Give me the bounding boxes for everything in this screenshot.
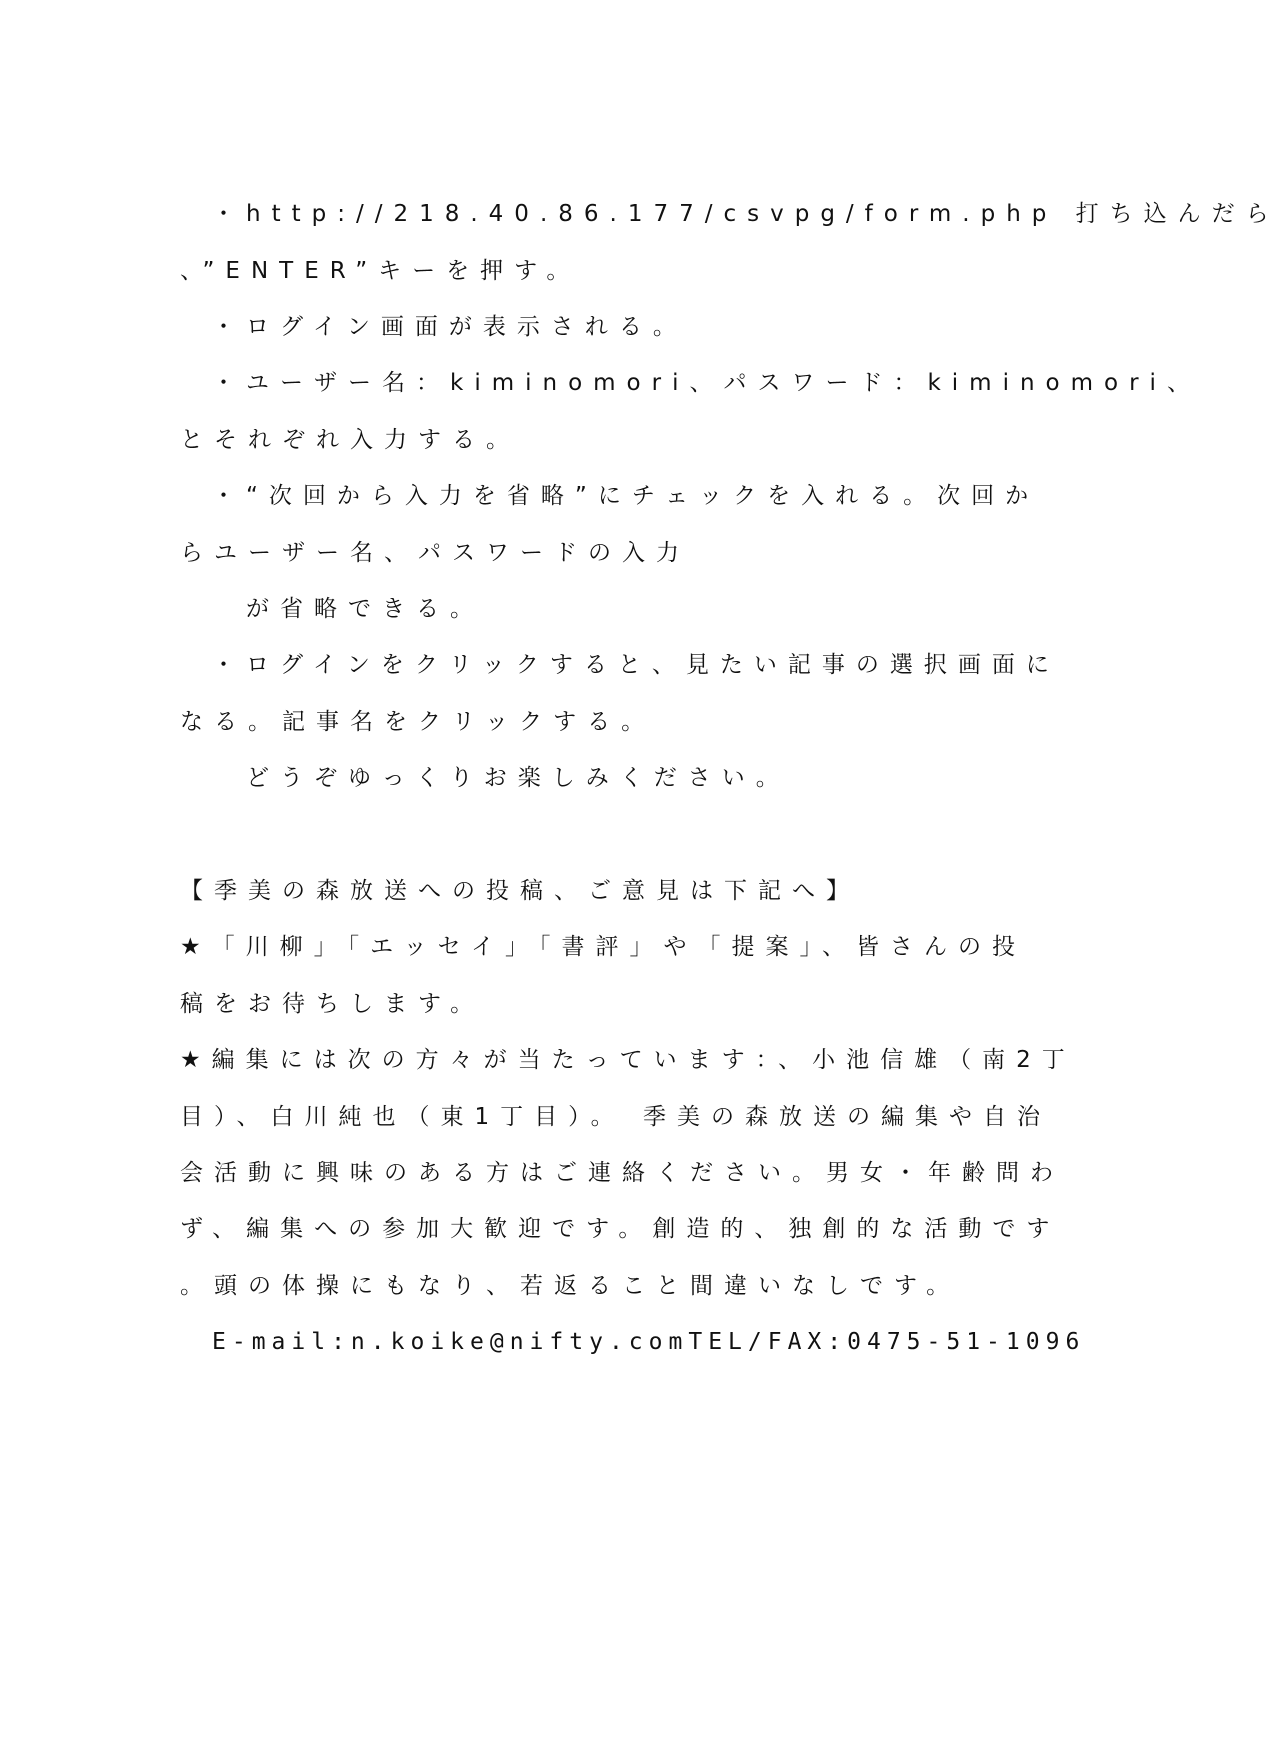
instruction-url-line: ・http://218.40.86.177/csvpg/form.php 打ち込んだら (212, 201, 1280, 227)
submissions-line-2: 稿をお待ちします。 (180, 991, 485, 1017)
submissions-line-7: 。頭の体操にもなり、若返ること間違いなしです。 (180, 1273, 961, 1299)
submissions-line-6: ず、編集への参加大歓迎です。創造的、独創的な活動です (180, 1216, 1061, 1242)
submissions-line-4: 目）、白川純也（東1丁目）。 季美の森放送の編集や自治 (180, 1104, 1051, 1130)
contact-tel-fax: TEL/FAX:0475-51-1096 (688, 1329, 1086, 1355)
instruction-credentials: ・ユーザー名：kiminomori、パスワード：kiminomori、 (212, 370, 1201, 396)
submissions-line-1: ★「川柳」「エッセイ」「書評」や「提案」、皆さんの投 (180, 934, 1026, 960)
submissions-line-5: 会活動に興味のある方はご連絡ください。男女・年齢問わ (180, 1160, 1064, 1186)
instruction-click-login: ・ログインをクリックすると、見たい記事の選択画面に (212, 652, 1060, 678)
contact-line (212, 1327, 1086, 1357)
instruction-remember-cont: らユーザー名、パスワードの入力 (180, 540, 690, 566)
instruction-remember-check: ・“次回から入力を省略”にチェックを入れる。次回か (212, 483, 1040, 509)
instruction-click-login-cont: なる。記事名をクリックする。 (180, 709, 656, 735)
contact-email[interactable]: E-mail:n.koike@nifty.com (212, 1329, 689, 1355)
instruction-credentials-cont: とそれぞれ入力する。 (180, 427, 520, 453)
instruction-enjoy: どうぞゆっくりお楽しみください。 (246, 765, 790, 791)
instruction-login-screen: ・ログイン画面が表示される。 (212, 314, 687, 340)
instruction-remember-cont2: が省略できる。 (246, 596, 484, 622)
submissions-heading: 【季美の森放送への投稿、ご意見は下記へ】 (180, 878, 860, 904)
submissions-line-3: ★編集には次の方々が当たっています：、小池信雄（南2丁 (180, 1047, 1076, 1073)
instruction-enter-line: 、”ENTER”キーを押す。 (180, 258, 581, 284)
